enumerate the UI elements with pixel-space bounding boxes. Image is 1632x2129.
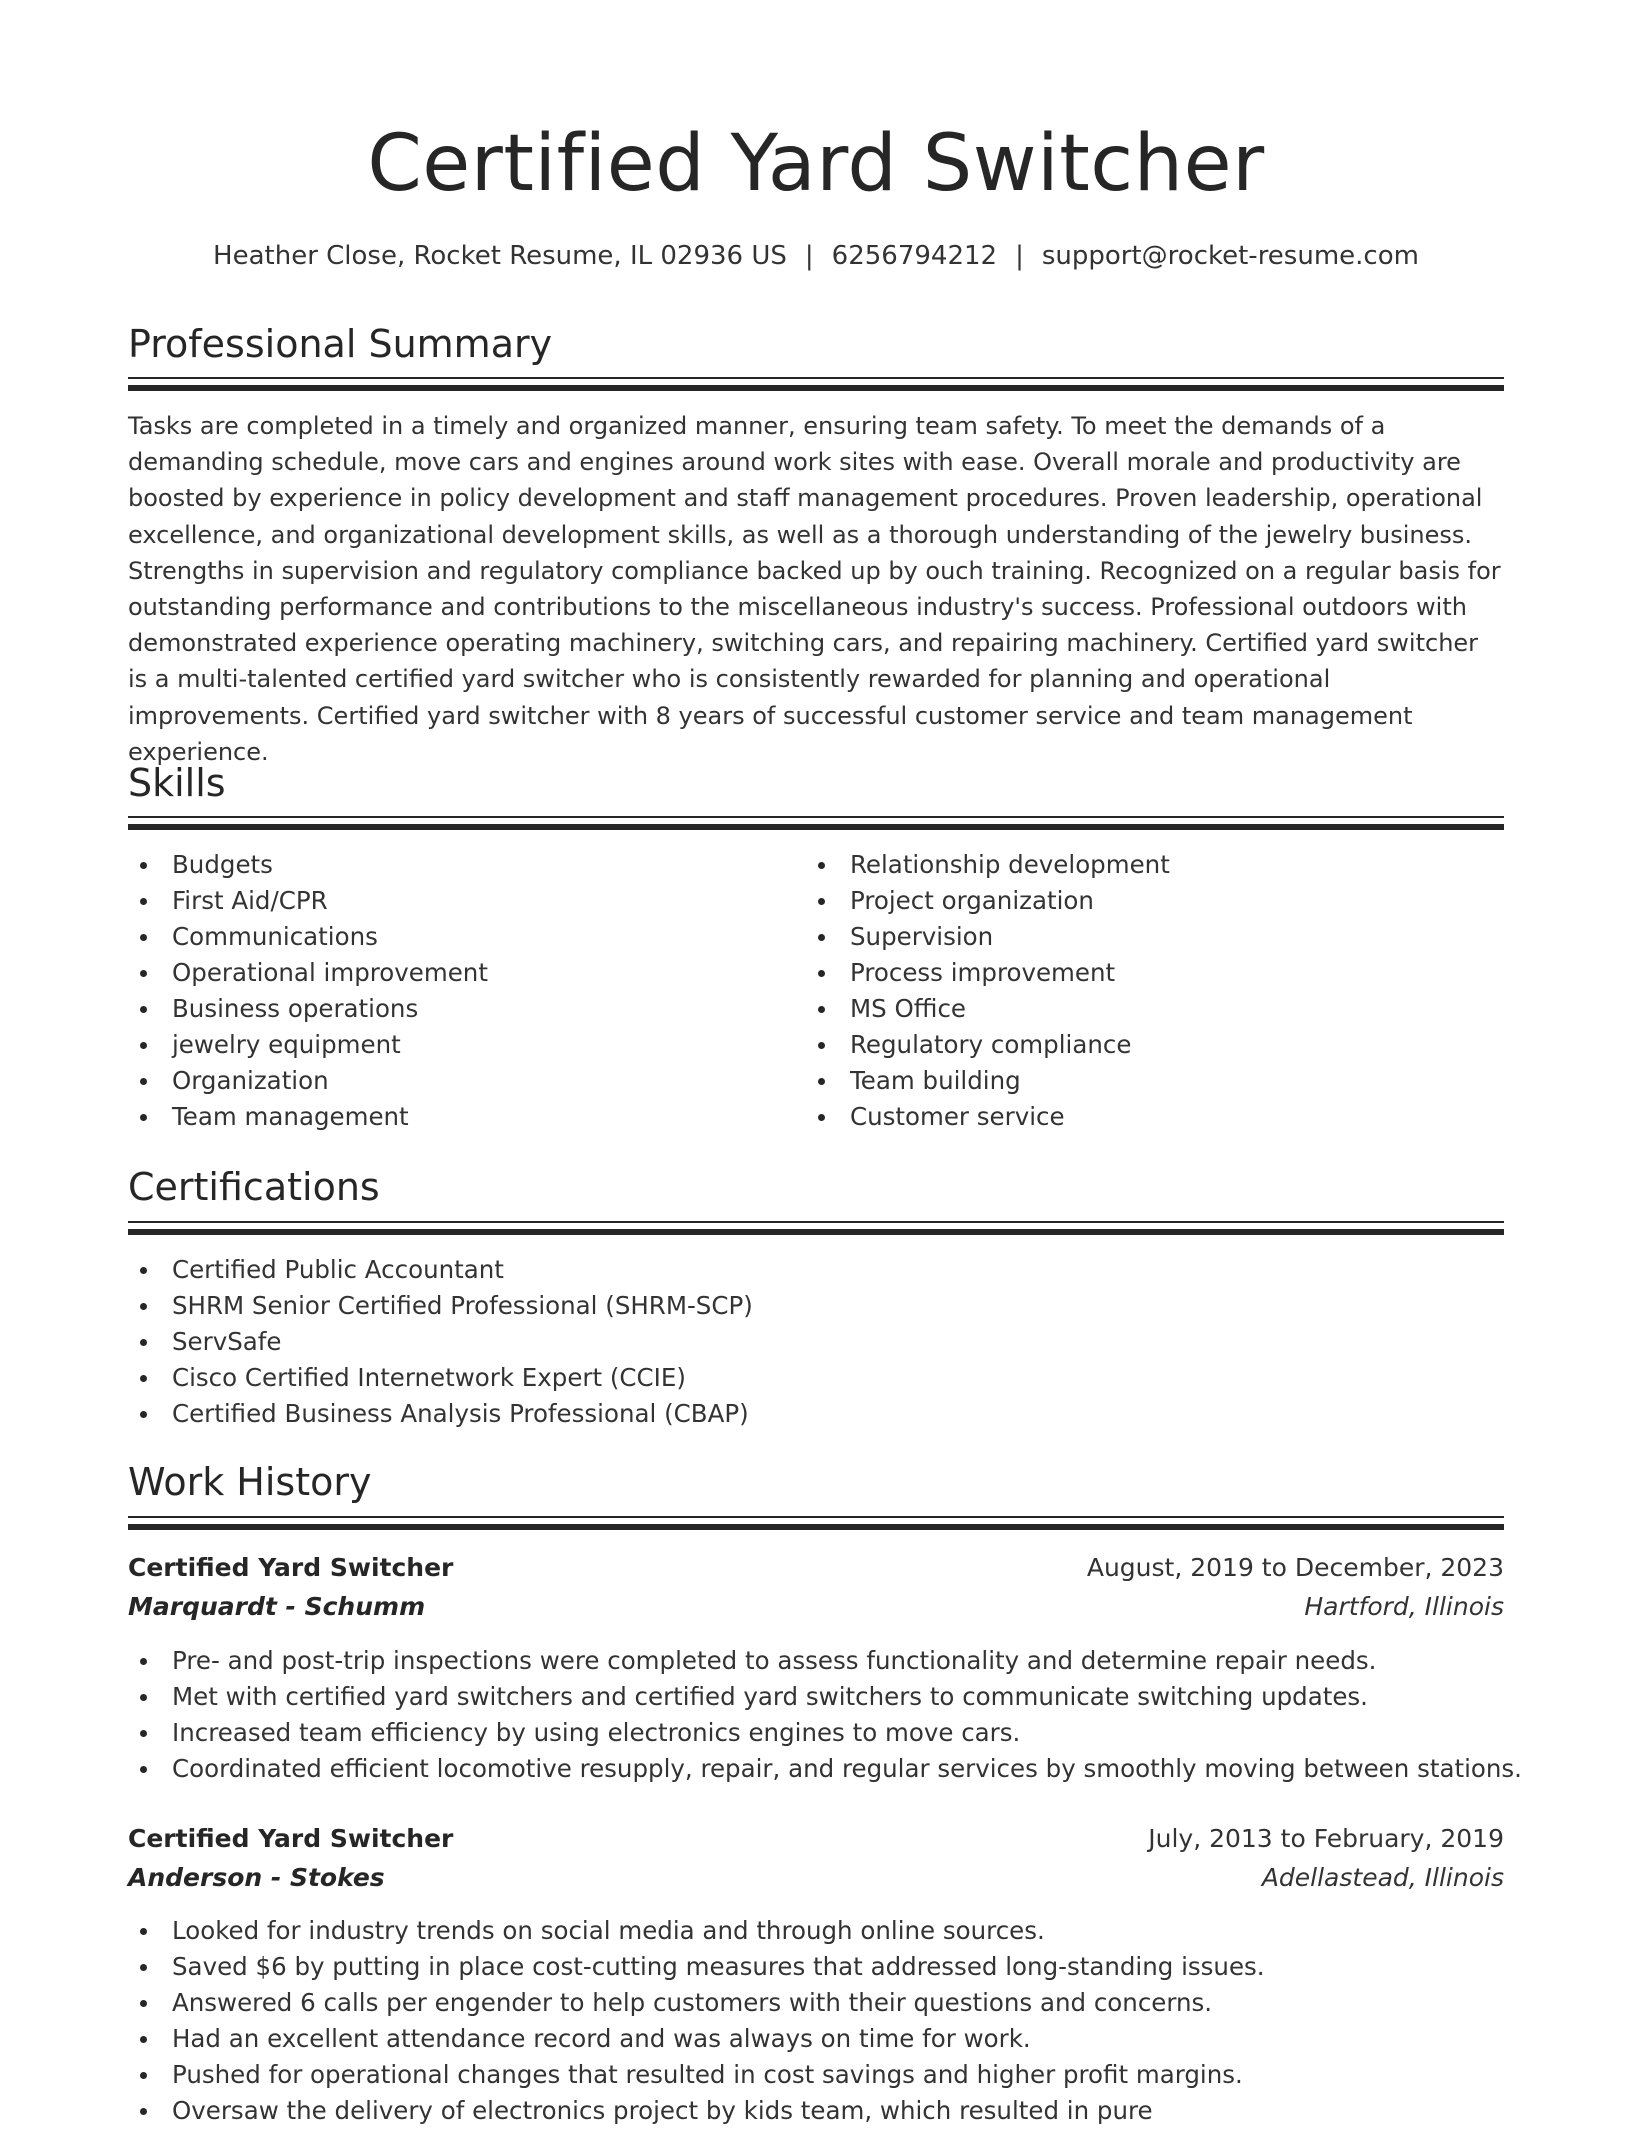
job-duty: Pushed for operational changes that resulted in cost savings and higher profit margins. bbox=[128, 2057, 1504, 2093]
work-history-heading: Work History bbox=[128, 1460, 372, 1504]
job-duty: Looked for industry trends on social media and through online sources. bbox=[128, 1913, 1504, 1949]
skill-item: Team management bbox=[128, 1099, 488, 1135]
job-duty: Met with certified yard switchers and certified yard switchers to communicate switching updates. bbox=[128, 1679, 1504, 1715]
contact-separator: | bbox=[1015, 241, 1024, 271]
job-dates: July, 2013 to February, 2019 bbox=[1148, 1824, 1504, 1853]
job-duty: Coordinated efficient locomotive resupply, repair, and regular services by smoothly moving between stations. bbox=[128, 1751, 1504, 1787]
contact-phone: 6256794212 bbox=[831, 241, 998, 271]
job-header bbox=[128, 1549, 1504, 1587]
contact-line bbox=[128, 238, 1504, 274]
skill-item: Supervision bbox=[806, 919, 1170, 955]
work-history-divider bbox=[128, 1516, 1504, 1528]
job-duty: Had an excellent attendance record and was always on time for work. bbox=[128, 2021, 1504, 2057]
job-location: Adellastead, Illinois bbox=[1261, 1863, 1504, 1892]
skill-item: First Aid/CPR bbox=[128, 883, 488, 919]
certifications-list bbox=[128, 1252, 753, 1432]
job-dates: August, 2019 to December, 2023 bbox=[1086, 1553, 1504, 1582]
skill-item: Regulatory compliance bbox=[806, 1027, 1170, 1063]
skill-item: Team building bbox=[806, 1063, 1170, 1099]
job-header bbox=[128, 1820, 1504, 1858]
job-subheader bbox=[128, 1859, 1504, 1897]
certifications-heading: Certifications bbox=[128, 1165, 380, 1209]
skill-item: MS Office bbox=[806, 991, 1170, 1027]
job-duty: Saved $6 by putting in place cost-cutting measures that addressed long-standing issues. bbox=[128, 1949, 1504, 1985]
job-location: Hartford, Illinois bbox=[1304, 1592, 1504, 1621]
summary-heading: Professional Summary bbox=[128, 322, 553, 366]
certification-item: Certified Public Accountant bbox=[128, 1252, 753, 1288]
job-duties-list bbox=[128, 1643, 1522, 1787]
job-duty: Answered 6 calls per engender to help customers with their questions and concerns. bbox=[128, 1985, 1504, 2021]
skill-item: Project organization bbox=[806, 883, 1170, 919]
skill-item: Business operations bbox=[128, 991, 488, 1027]
job-title: Certified Yard Switcher bbox=[128, 1553, 454, 1582]
summary-text: Tasks are completed in a timely and organized manner, ensuring team safety. To meet the demands of a demanding schedule, move cars and engines around work sites with ease. Overall morale and productivity are boosted by experience in policy development and staff management procedures. Proven leadership, operational excellence, and organizational development skills, as well as a thorough understanding of the jewelry business. Strengths in supervision and regulatory compliance backed up by ouch training. Recognized on a regular basis for outstanding performance and contributions to the miscellaneous industry's success. Professional outdoors with demonstrated experience operating machinery, switching cars, and repairing machinery. Certified yard switcher is a multi-talented certified yard switcher who is consistently rewarded for planning and operational improvements. Certified yard switcher with 8 years of successful customer service and team management experience. bbox=[128, 412, 1501, 766]
skill-item: Customer service bbox=[806, 1099, 1170, 1135]
skill-item: Operational improvement bbox=[128, 955, 488, 991]
job-duty: Increased team efficiency by using electronics engines to move cars. bbox=[128, 1715, 1504, 1751]
job-duties-list bbox=[128, 1913, 1504, 2129]
job-company: Marquardt - Schumm bbox=[128, 1592, 426, 1621]
job-title: Certified Yard Switcher bbox=[128, 1824, 454, 1853]
certification-item: Certified Business Analysis Professional (CBAP) bbox=[128, 1396, 753, 1432]
skill-item: Process improvement bbox=[806, 955, 1170, 991]
summary-divider bbox=[128, 377, 1504, 389]
skill-item: Organization bbox=[128, 1063, 488, 1099]
skills-list-right bbox=[806, 847, 1170, 1135]
contact-email: support@rocket-resume.com bbox=[1041, 241, 1419, 271]
job-duty: Pre- and post-trip inspections were completed to assess functionality and determine repair needs. bbox=[128, 1643, 1504, 1679]
contact-separator: | bbox=[804, 241, 814, 271]
certifications-divider bbox=[128, 1221, 1504, 1233]
skills-list-left bbox=[128, 847, 488, 1135]
certification-item: ServSafe bbox=[128, 1324, 753, 1360]
skill-item: Communications bbox=[128, 919, 488, 955]
resume-title: Certified Yard Switcher bbox=[367, 119, 1265, 209]
skill-item: Budgets bbox=[128, 847, 488, 883]
skills-heading: Skills bbox=[128, 761, 226, 805]
contact-address: Heather Close, Rocket Resume, IL 02936 US bbox=[213, 241, 787, 271]
skills-divider bbox=[128, 816, 1504, 828]
certification-item: SHRM Senior Certified Professional (SHRM-SCP) bbox=[128, 1288, 753, 1324]
job-subheader bbox=[128, 1588, 1504, 1626]
job-duty: Oversaw the delivery of electronics project by kids team, which resulted in pure bbox=[128, 2093, 1504, 2129]
certification-item: Cisco Certified Internetwork Expert (CCIE) bbox=[128, 1360, 753, 1396]
job-company: Anderson - Stokes bbox=[128, 1863, 385, 1892]
skill-item: Relationship development bbox=[806, 847, 1170, 883]
skill-item: jewelry equipment bbox=[128, 1027, 488, 1063]
